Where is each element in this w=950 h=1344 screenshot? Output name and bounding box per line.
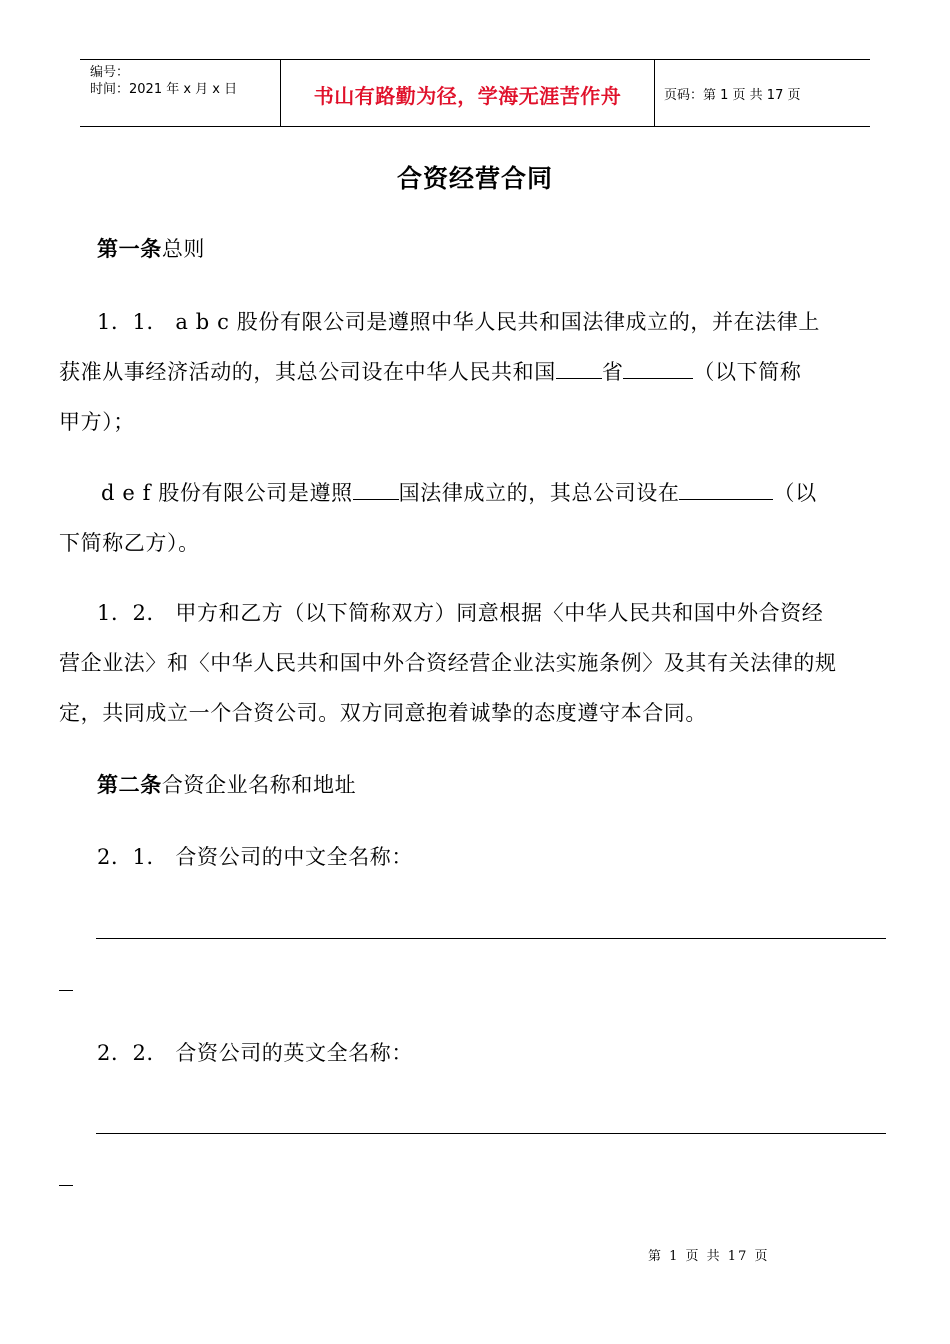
chinese-name-fill-line	[96, 938, 886, 939]
paragraph-2-1-text: 2．1． 合资公司的中文全名称：	[97, 845, 413, 869]
document-title: 合资经营合同	[396, 164, 553, 193]
paragraph-party-b-line-1	[59, 468, 889, 518]
paragraph-1-2	[59, 588, 889, 738]
article-2-title: 合资企业名称和地址	[161, 773, 357, 797]
article-1-title: 总则	[161, 237, 206, 261]
paragraph-2-2-text: 2．2． 合资公司的英文全名称：	[97, 1041, 413, 1065]
header-motto: 书山有路勤为径，学海无涯苦作舟	[313, 83, 622, 108]
paragraph-1-1-text-b: 省	[601, 360, 624, 384]
headquarters-blank	[679, 481, 773, 500]
paragraph-1-1	[59, 297, 889, 447]
province-blank	[556, 360, 602, 379]
article-1-number: 第一条	[97, 237, 162, 261]
article-1-heading	[59, 224, 889, 274]
header-page-cell	[655, 60, 870, 126]
english-name-fill-line	[96, 1133, 886, 1134]
header-motto-cell	[281, 60, 655, 126]
country-blank	[353, 481, 399, 500]
page-footer: 第 1 页 共 17 页	[648, 1249, 770, 1264]
header-table	[80, 59, 870, 127]
article-2-heading-block	[59, 760, 889, 810]
party-b-text-c: （以	[773, 481, 817, 505]
paragraph-1-2-line-1: 1．2． 甲方和乙方（以下简称双方）同意根据〈中华人民共和国中外合资经	[97, 601, 824, 625]
city-blank	[623, 360, 693, 379]
paragraph-1-1-line-2	[59, 347, 889, 397]
paragraph-2-1	[59, 832, 889, 882]
article-2-heading	[59, 760, 889, 810]
header-page-label: 页码：第 1 页 共 17 页	[664, 87, 801, 103]
paragraph-1-1-line-1: 1．1． a b c 股份有限公司是遵照中华人民共和国法律成立的，并在法律上	[97, 310, 820, 334]
article-1-heading-block	[59, 224, 889, 274]
paragraph-2-2	[59, 1028, 889, 1078]
english-name-fill-line-end	[59, 1185, 73, 1186]
document-number-label: 编号：	[90, 65, 130, 80]
paragraph-1-2-line-2: 营企业法〉和〈中华人民共和国中外合资经营企业法实施条例〉及其有关法律的规	[59, 651, 837, 675]
paragraph-1-1-text-a: 获准从事经济活动的，其总公司设在中华人民共和国	[59, 360, 556, 384]
paragraph-party-b-line-2: 下简称乙方）。	[59, 531, 200, 555]
paragraph-1-2-line-3: 定，共同成立一个合资公司。双方同意抱着诚挚的态度遵守本合同。	[59, 701, 707, 725]
party-b-text-a: d e f 股份有限公司是遵照	[101, 481, 353, 505]
paragraph-1-1-line-3: 甲方）；	[59, 410, 135, 434]
party-b-text-b: 国法律成立的，其总公司设在	[398, 481, 680, 505]
article-2-number: 第二条	[97, 773, 162, 797]
chinese-name-fill-line-end	[59, 990, 73, 991]
document-time-label: 时间：2021 年 x 月 x 日	[90, 82, 238, 97]
paragraph-1-1-party-b	[59, 468, 889, 568]
header-meta-cell	[80, 60, 281, 126]
paragraph-1-1-text-c: （以下简称	[693, 360, 802, 384]
